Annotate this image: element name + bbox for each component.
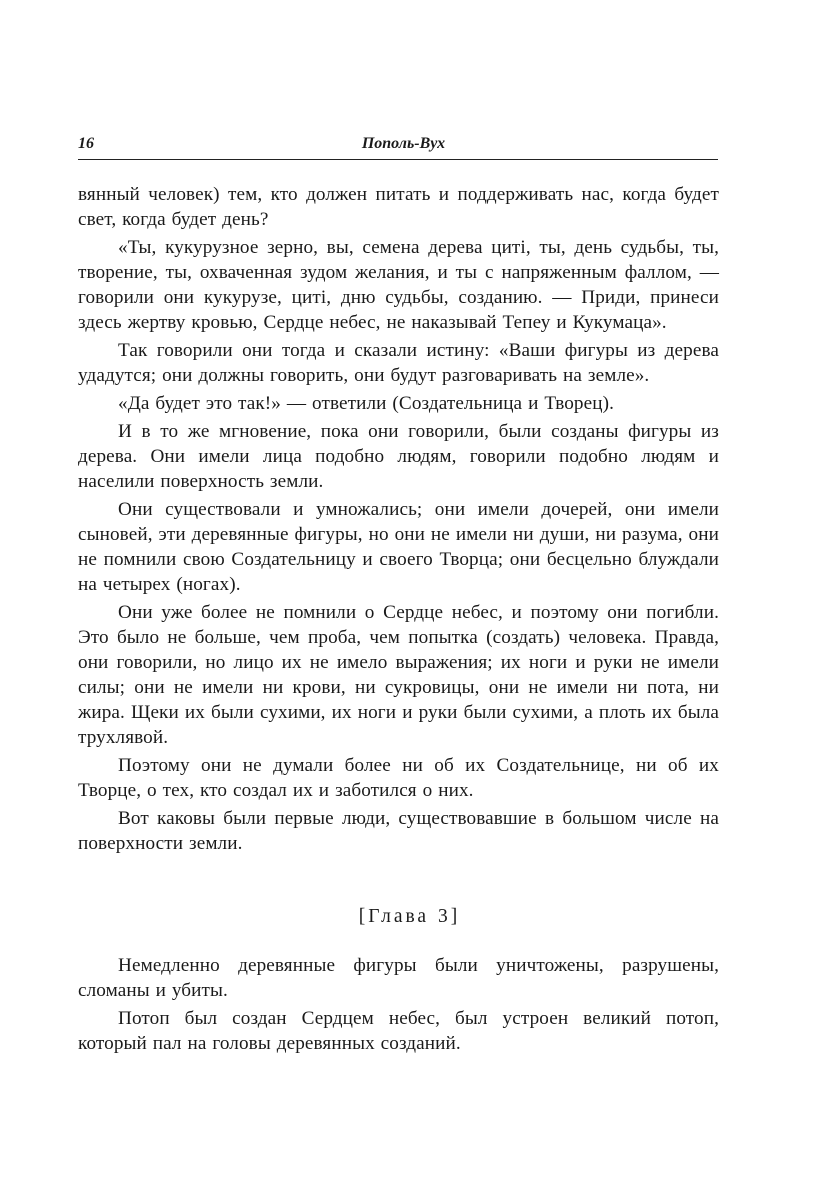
chapter-heading: [Глава 3]: [358, 906, 461, 927]
paragraph: Вот каковы были первые люди, существовавшие в большом числе на поверхности земли.: [78, 808, 719, 854]
paragraph: Немедленно деревянные фигуры были уничтожены, разрушены, сломаны и убиты.: [78, 955, 719, 1001]
book-page: [78, 132, 719, 1056]
paragraph: Они существовали и умножались; они имели дочерей, они имели сыновей, эти деревянные фигуры, но они не имели ни души, ни разума, они не помнили свою Создательницу и своего Творца; они бесцельно блуждали на четырех (ногах).: [78, 499, 719, 595]
paragraph: И в то же мгновение, пока они говорили, были созданы фигуры из дерева. Они имели лица подобно людям, говорили подобно людям и населили поверхность земли.: [78, 421, 719, 492]
header-rule: [78, 159, 718, 160]
body-text: [78, 182, 719, 1056]
paragraph: Так говорили они тогда и сказали истину: «Ваши фигуры из дерева удадутся; они должны говорить, они будут разговаривать на земле».: [78, 340, 719, 386]
page-number: 16: [78, 135, 94, 152]
book-title: Пополь-Вух: [361, 135, 446, 152]
running-head: [78, 132, 719, 156]
paragraph: Они уже более не помнили о Сердце небес, и поэтому они погибли. Это было не больше, чем проба, чем попытка (создать) человека. Правда, они говорили, но лицо их не имело выражения; их ноги и руки не имели силы; они не имели ни крови, ни сукровицы, они не имели ни пота, ни жира. Щеки их были сухими, их ноги и руки были сухими, а плоть их была трухлявой.: [78, 602, 719, 748]
paragraph: «Да будет это так!» — ответили (Создательница и Творец).: [118, 393, 614, 414]
paragraph: Поэтому они не думали более ни об их Создательнице, ни об их Творце, о тех, кто создал их и заботился о них.: [78, 755, 719, 801]
paragraph: «Ты, кукурузное зерно, вы, семена дерева циті, ты, день судьбы, ты, творение, ты, охваченная зудом желания, и ты с напряженным фаллом, — говорили они кукурузе, циті, дню судьбы, созданию. — Приди, принеси здесь жертву кровью, Сердце небес, не наказывай Тепеу и Кукумаца».: [78, 237, 719, 333]
paragraph: вянный человек) тем, кто должен питать и поддерживать нас, когда будет свет, когда будет день?: [78, 184, 719, 230]
paragraph: Потоп был создан Сердцем небес, был устроен великий потоп, который пал на головы деревянных созданий.: [78, 1008, 719, 1054]
